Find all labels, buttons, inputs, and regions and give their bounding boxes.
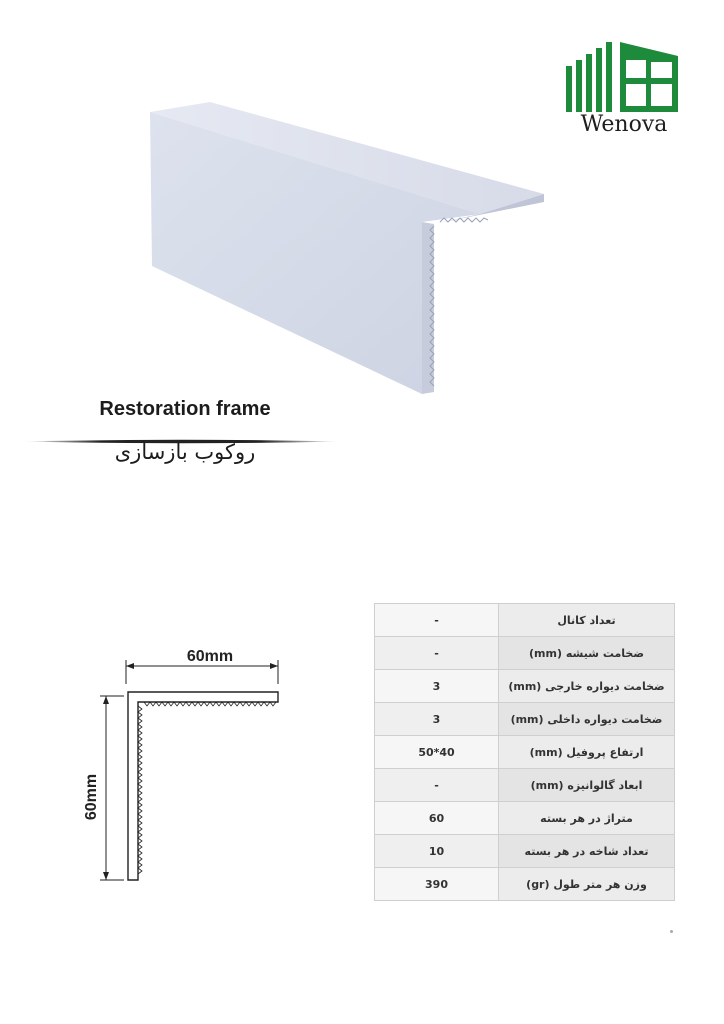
spec-value: - xyxy=(375,637,499,670)
product-title-en: Restoration frame xyxy=(99,398,271,420)
spec-value: - xyxy=(375,769,499,802)
table-row xyxy=(375,868,675,901)
spec-value: 60 xyxy=(375,802,499,835)
table-row xyxy=(375,703,675,736)
spec-label: متراژ در هر بسته xyxy=(499,802,675,835)
spec-value: 50*40 xyxy=(375,736,499,769)
brand-name: Wenova xyxy=(580,112,668,137)
table-row xyxy=(375,736,675,769)
spec-label: ضخامت دیواره داخلی (mm) xyxy=(499,703,675,736)
spec-label: ضخامت دیواره خارجی (mm) xyxy=(499,670,675,703)
table-row xyxy=(375,802,675,835)
table-row xyxy=(375,769,675,802)
spec-label: تعداد کانال xyxy=(499,604,675,637)
spec-value: - xyxy=(375,604,499,637)
spec-label: تعداد شاخه در هر بسته xyxy=(499,835,675,868)
decorative-dot xyxy=(670,930,673,933)
width-dimension-label: 60mm xyxy=(186,648,234,665)
title-divider xyxy=(22,429,340,434)
height-dimension-label: 60mm xyxy=(83,773,100,821)
spec-label: ضخامت شیشه (mm) xyxy=(499,637,675,670)
spec-value: 390 xyxy=(375,868,499,901)
table-row xyxy=(375,637,675,670)
table-row xyxy=(375,670,675,703)
spec-value: 3 xyxy=(375,703,499,736)
spec-label: ابعاد گالوانیزه (mm) xyxy=(499,769,675,802)
product-title-fa: روکوب بازسازی xyxy=(114,440,256,464)
spec-label: ارتفاع پروفیل (mm) xyxy=(499,736,675,769)
section-drawing xyxy=(80,640,300,890)
spec-table xyxy=(374,603,675,901)
spec-value: 3 xyxy=(375,670,499,703)
product-image xyxy=(140,96,550,396)
spec-value: 10 xyxy=(375,835,499,868)
table-row xyxy=(375,835,675,868)
spec-label: وزن هر متر طول (gr) xyxy=(499,868,675,901)
table-row xyxy=(375,604,675,637)
